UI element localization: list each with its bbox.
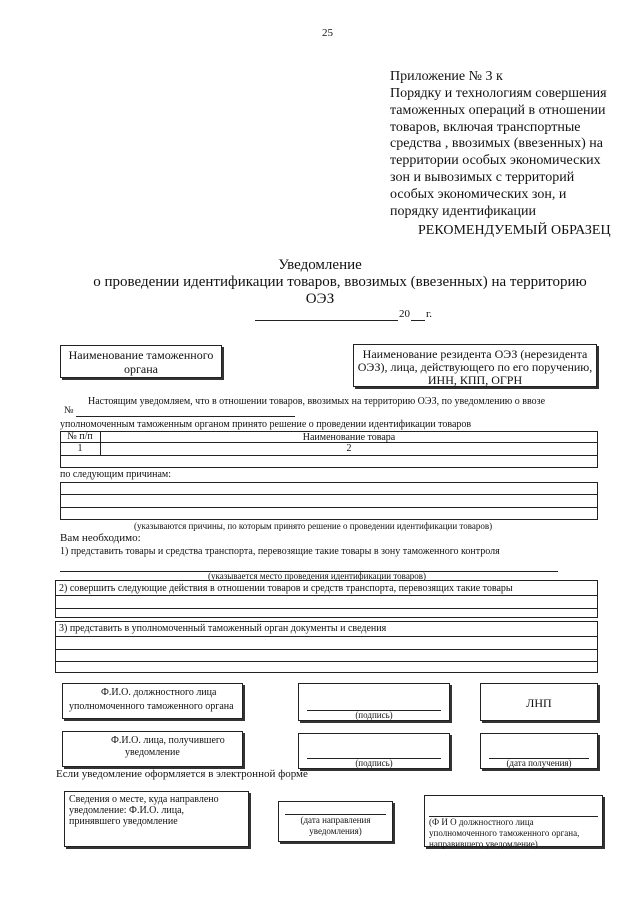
resident-box-line1: Наименование резидента ОЭЗ (нерезидента	[362, 347, 588, 361]
intro-line1: Настоящим уведомляем, что в отношении товаров, ввозимых на территорию ОЭЗ, по уведомлению о ввозе	[88, 396, 546, 407]
appendix-line: таможенных операций в отношении	[390, 103, 606, 118]
official-box-line2: уполномоченного таможенного органа	[69, 701, 234, 712]
date-underline	[255, 320, 398, 321]
receiver-box-line2: уведомление	[125, 747, 180, 758]
electronic-box3-line2: уполномоченного таможенного органа,	[429, 828, 580, 838]
reasons-caption: (указываются причины, по которым принято решение о проведении идентификации товаров)	[134, 521, 493, 531]
electronic-box1-line2: уведомление: Ф.И.О. лица,	[69, 805, 185, 816]
documents-row-line	[55, 636, 598, 637]
electronic-box3-line1: (Ф И О должностного лица	[429, 817, 534, 827]
goods-col-header-name: Наименование товара	[302, 432, 396, 443]
receiver-name-box	[62, 731, 243, 767]
title-line3: ОЭЗ	[305, 291, 335, 307]
year-underline	[411, 320, 425, 321]
appendix-line: Приложение № 3 к	[390, 69, 503, 84]
electronic-box1-line1: Сведения о месте, куда направлено	[69, 794, 219, 805]
reasons-row-line	[60, 507, 598, 508]
reasons-row-line	[60, 494, 598, 495]
customs-box-line2: органа	[124, 362, 158, 376]
receiver-signature-box	[298, 733, 450, 769]
official-box-line1: Ф.И.О. должностного лица	[101, 687, 217, 698]
electronic-sender-box	[424, 795, 603, 847]
documents-box	[55, 621, 598, 673]
electronic-date-box	[278, 801, 393, 842]
required-item1-caption: (указывается место проведения идентификации товаров)	[208, 571, 427, 581]
appendix-line: Порядку и технологиям совершения	[390, 86, 607, 101]
customs-authority-box	[60, 345, 222, 378]
lnp-label: ЛНП	[526, 696, 552, 710]
documents-row-line	[55, 661, 598, 662]
intro-line2: уполномоченным таможенным органом принято решение о проведении идентификации товаров	[60, 419, 472, 430]
receiver-box-line1: Ф.И.О. лица, получившего	[111, 735, 225, 746]
appendix-line: порядку идентификации	[390, 204, 536, 219]
title-line1: Уведомление	[278, 257, 362, 273]
goods-col-header-number: № п/п	[67, 431, 93, 442]
documents-row-line	[55, 649, 598, 650]
date-received-box	[480, 733, 598, 769]
required-item1: 1) представить товары и средства транспорта, перевозящие такие товары в зону таможенного контроля	[60, 546, 500, 557]
date-year-suffix: г.	[426, 308, 433, 320]
actions-row-line	[55, 608, 598, 609]
appendix-line: зон и вывозимых с территорий	[390, 170, 575, 185]
electronic-form-label: Если уведомление оформляется в электронной форме	[56, 768, 308, 780]
recommended-sample: РЕКОМЕНДУЕМЫЙ ОБРАЗЕЦ	[418, 223, 611, 238]
reasons-box	[60, 482, 598, 520]
appendix-line: особых экономических зон, и	[390, 187, 567, 202]
actions-box	[55, 580, 598, 618]
customs-box-line1: Наименование таможенного	[68, 348, 214, 362]
actions-row-line	[55, 595, 598, 596]
required-item3: 3) представить в уполномоченный таможенный орган документы и сведения	[59, 623, 387, 634]
required-label: Вам необходимо:	[60, 532, 141, 544]
resident-box-line3: ИНН, КПП, ОГРН	[427, 373, 523, 387]
page-number: 25	[322, 27, 333, 39]
electronic-box1-line3: принявшего уведомление	[69, 816, 178, 827]
required-item2: 2) совершить следующие действия в отношении товаров и средств транспорта, перевозящих такие товары	[59, 583, 513, 594]
signature-caption: (подпись)	[355, 710, 393, 720]
official-name-box	[62, 683, 243, 719]
date-year-prefix: 20	[399, 308, 410, 320]
appendix-line: средства , ввозимых (ввезенных) на	[390, 136, 603, 151]
signature-caption: (подпись)	[355, 758, 393, 768]
goods-col-number-1: 1	[77, 443, 83, 454]
electronic-box2-line1: (дата направления	[300, 815, 371, 825]
notification-number-underline	[76, 416, 295, 417]
intro-no-label: №	[64, 405, 74, 416]
electronic-box3-line3: направившего уведомление)	[429, 839, 538, 849]
goods-table-divider	[60, 455, 598, 456]
title-line2: о проведении идентификации товаров, ввозимых (ввезенных) на территорию	[93, 274, 587, 290]
date-received-caption: (дата получения)	[506, 758, 572, 768]
resident-box-line2: ОЭЗ), лица, действующего по его поручению,	[357, 360, 593, 374]
appendix-line: территории особых экономических	[390, 153, 601, 168]
goods-col-number-2: 2	[346, 443, 352, 454]
lnp-box	[480, 683, 598, 721]
electronic-box2-line2: уведомления)	[309, 826, 362, 836]
reasons-label: по следующим причинам:	[60, 469, 172, 480]
resident-box	[353, 344, 597, 387]
official-signature-box	[298, 683, 450, 721]
electronic-recipient-box	[64, 791, 249, 847]
appendix-line: товаров, включая транспортные	[390, 120, 581, 135]
